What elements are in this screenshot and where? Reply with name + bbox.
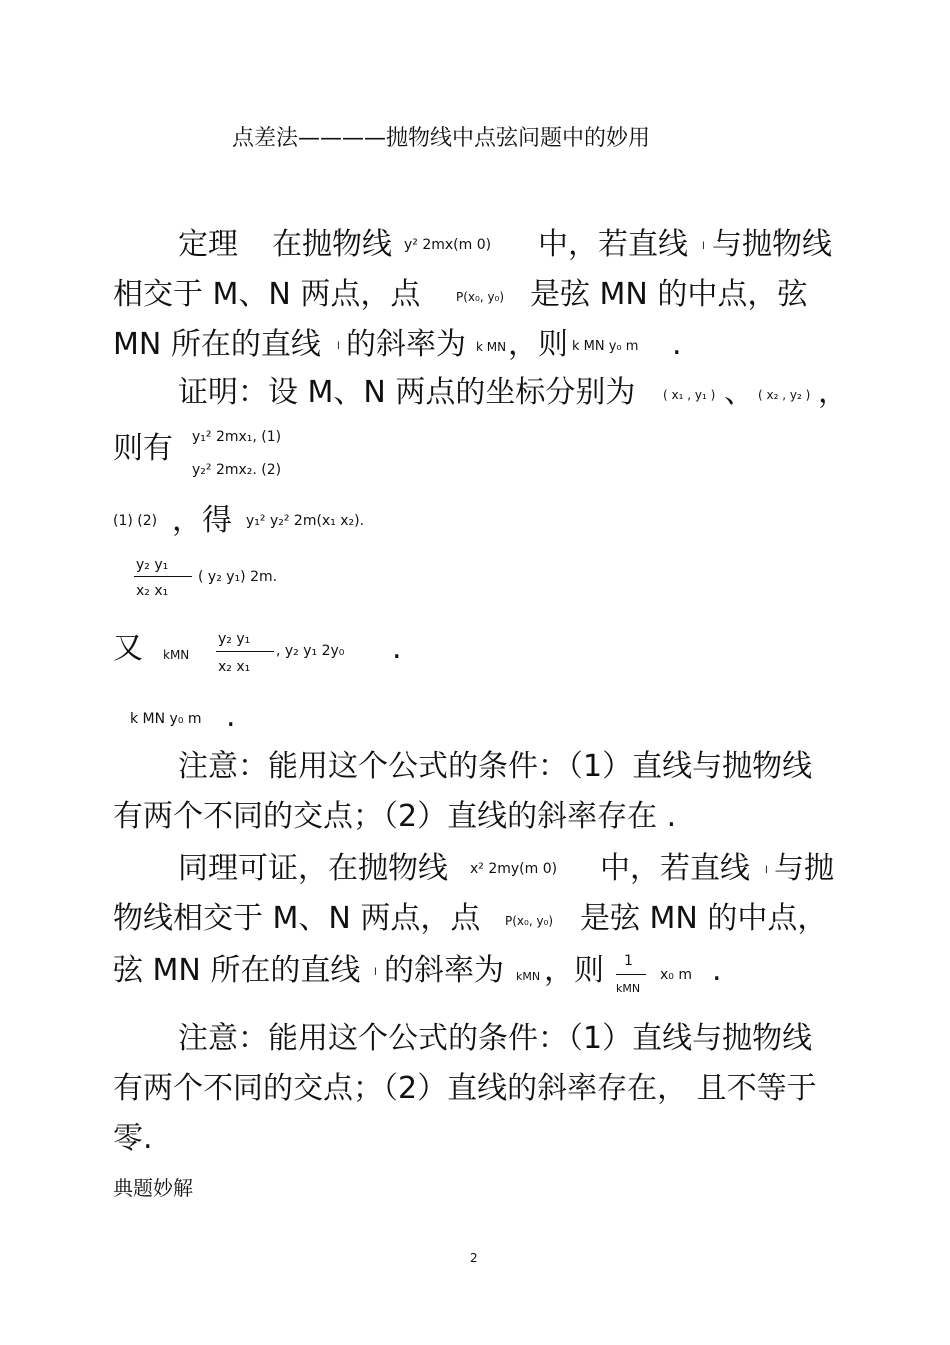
section-heading: 典题妙解 <box>113 1176 193 1200</box>
text: 在抛物线 <box>272 227 392 262</box>
text: 物线相交于 M、N 两点，点 <box>113 901 481 936</box>
fraction-bar <box>616 974 646 975</box>
point-1: ( x₁ , y₁ ) <box>663 388 716 402</box>
text: 、 <box>724 375 754 410</box>
formula-result: k MN y₀ m <box>572 339 639 354</box>
formula-parabola-2: x² 2my(m 0) <box>470 861 558 877</box>
fraction-numerator: 1 <box>624 953 633 969</box>
symbol-l: l <box>374 967 377 978</box>
conclusion: k MN y₀ m <box>130 711 202 727</box>
equation-rest: ( y₂ y₁) 2m. <box>198 569 278 585</box>
text: 的斜率为 <box>384 953 504 988</box>
slope-k: k MN <box>476 340 507 354</box>
fraction-denominator: x₂ x₁ <box>136 583 169 599</box>
page-title: 点差法————抛物线中点弦问题中的妙用 <box>232 126 651 151</box>
note-text: 有两个不同的交点；（2）直线的斜率存在， 且不等于 <box>113 1071 817 1106</box>
text: 是弦 MN 的中点， <box>580 901 828 936</box>
formula-parabola: y² 2mx(m 0) <box>404 237 492 253</box>
step-label: (1) (2) <box>113 513 158 529</box>
text: MN 所在的直线 <box>113 327 321 362</box>
equation-diff: y₁² y₂² 2m(x₁ x₂). <box>246 513 365 529</box>
text: 是弦 MN 的中点，弦 <box>530 277 808 312</box>
symbol-l: l <box>702 241 705 252</box>
fraction-bar <box>216 651 274 652</box>
text: 则有 <box>113 431 173 466</box>
text: 同理可证，在抛物线 <box>178 851 448 886</box>
point-2: ( x₂ , y₂ ) <box>758 388 811 402</box>
text: ，得 <box>172 503 232 538</box>
text: . <box>712 953 722 988</box>
fraction-denominator: x₂ x₁ <box>218 659 251 675</box>
page-number: 2 <box>470 1251 478 1265</box>
text: ，则 <box>508 327 568 362</box>
text: . <box>226 699 236 734</box>
equation-rest: , y₂ y₁ 2y₀ <box>276 643 345 659</box>
equation-1: y₁² 2mx₁, (1) <box>192 429 282 445</box>
note-text: 零. <box>113 1121 153 1156</box>
note-text: 有两个不同的交点；（2）直线的斜率存在 . <box>113 799 677 834</box>
point-p: P(x₀, y₀) <box>505 914 554 928</box>
equation-2: y₂² 2mx₂. (2) <box>192 462 282 478</box>
text: . <box>672 327 682 362</box>
text: ，则 <box>544 953 604 988</box>
point-p: P(x₀, y₀) <box>456 290 505 304</box>
text: 与抛物线 <box>712 227 832 262</box>
theorem-label: 定理 <box>178 227 238 262</box>
fraction-numerator: y₂ y₁ <box>136 557 169 573</box>
text: 与抛 <box>774 851 834 886</box>
formula-result: x₀ m <box>660 967 692 983</box>
fraction-numerator: y₂ y₁ <box>218 631 251 647</box>
text: 的斜率为 <box>346 327 466 362</box>
text: . <box>392 631 402 666</box>
symbol-l: l <box>765 865 768 876</box>
note-text: 注意：能用这个公式的条件：（1）直线与抛物线 <box>178 1021 813 1056</box>
slope-k: kMN <box>163 648 190 662</box>
text: 相交于 M、N 两点，点 <box>113 277 421 312</box>
text: ， <box>818 375 848 410</box>
text: 中，若直线 <box>600 851 750 886</box>
fraction-bar <box>134 576 192 577</box>
proof-text: 证明：设 M、N 两点的坐标分别为 <box>178 375 636 410</box>
text: 又 <box>113 631 143 666</box>
text: 弦 MN 所在的直线 <box>113 953 361 988</box>
note-text: 注意：能用这个公式的条件：（1）直线与抛物线 <box>178 749 813 784</box>
text: 中，若直线 <box>538 227 688 262</box>
symbol-l: l <box>337 341 340 352</box>
slope-k: kMN <box>516 970 541 983</box>
fraction-denominator: kMN <box>616 982 641 995</box>
